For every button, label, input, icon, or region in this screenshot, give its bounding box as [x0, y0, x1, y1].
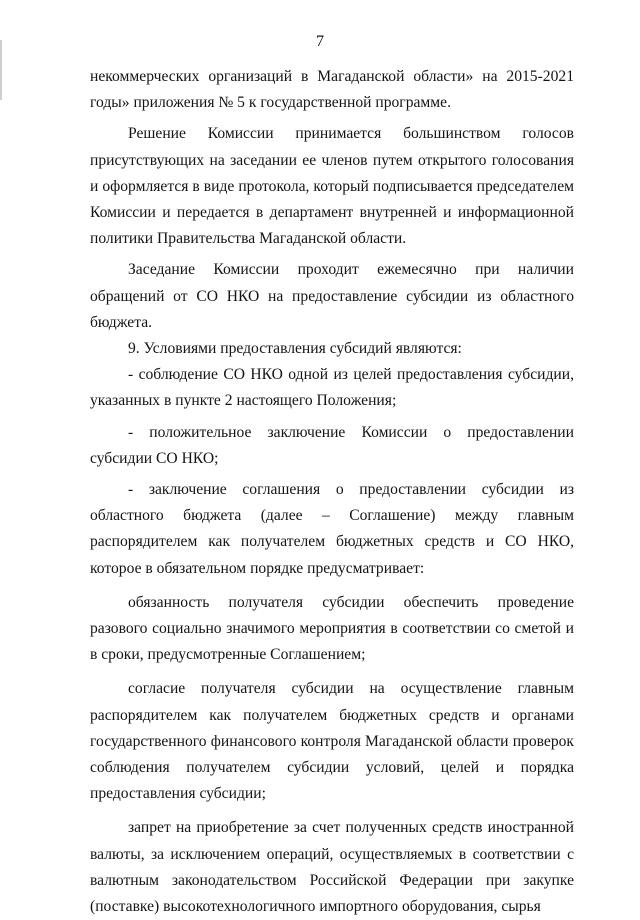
- paragraph-commission-meeting: Заседание Комиссии проходит ежемесячно при наличии обращений от СО НКО на предоставление субсидии из областного бюджета.: [90, 261, 574, 331]
- list-item-positive-conclusion: - положительное заключение Комиссии о предоставлении субсидии СО НКО;: [90, 423, 574, 467]
- paragraph-continuation: некоммерческих организаций в Магаданской области» на 2015-2021 годы» приложения № 5 к государственной программе.: [90, 68, 574, 112]
- list-item-agreement: - заключение соглашения о предоставлении субсидии из областного бюджета (далее – Соглашение) между главным распорядителем как получателем бюджетных средств и СО НКО, которое в обязательном порядке предусматривает:: [90, 481, 574, 577]
- paragraph-prohibition: запрет на приобретение за счет полученных средств иностранной валюты, за исключением операций, осуществляемых в соответствии с валютным законодательством Российской Федерации при закупке (поставке) высокотехнологичного импортного оборудования, сырья: [90, 819, 574, 916]
- paragraph-item-9: 9. Условиями предоставления субсидий являются:: [128, 340, 462, 358]
- document-body: [90, 64, 574, 920]
- list-item-goal-compliance: - соблюдение СО НКО одной из целей предоставления субсидии, указанных в пункте 2 настоящего Положения;: [90, 366, 574, 410]
- page-number: 7: [316, 33, 324, 50]
- paragraph-commission-decision: Решение Комиссии принимается большинством голосов присутствующих на заседании ее членов путем открытого голосования и оформляется в виде протокола, который подписывается председателем Комиссии и передается в департамент внутренней и информационной политики Правительства Магаданской области.: [90, 125, 574, 248]
- paragraph-obligation: обязанность получателя субсидии обеспечить проведение разового социально значимого мероприятия в соответствии со сметой и в сроки, предусмотренные Соглашением;: [90, 593, 574, 664]
- paragraph-consent: согласие получателя субсидии на осуществление главным распорядителем как получателем бюджетных средств и органами государственного финансового контроля Магаданской области проверок соблюдения получателем субсидии условий, целей и порядка предоставления субсидии;: [90, 680, 574, 803]
